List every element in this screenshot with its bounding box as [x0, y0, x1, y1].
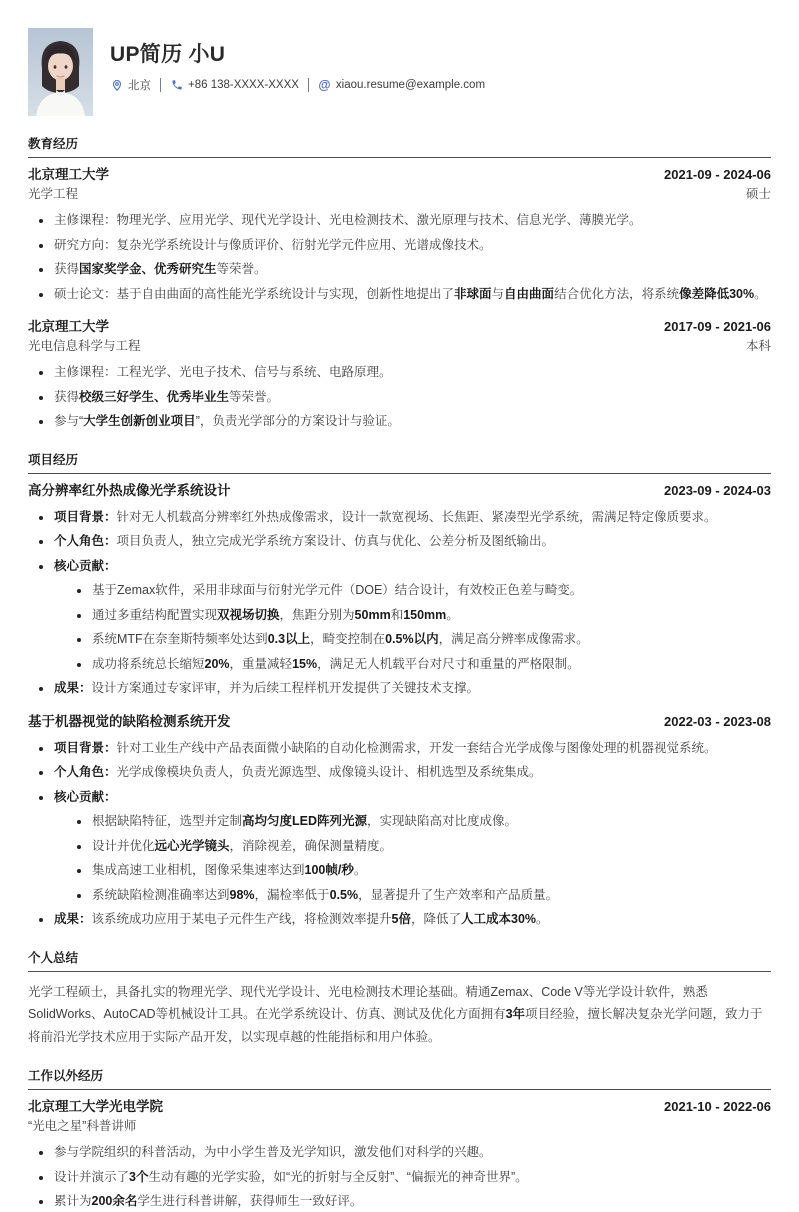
contact-email-text: xiaou.resume@example.com — [335, 79, 486, 91]
section-title-summary: 个人总结 — [28, 948, 771, 972]
bullet-item: 核心贡献： 基于Zemax软件，采用非球面与衍射光学元件（DOE）结合设计，有效校正色差与畸变。 通过多重结构配置实现双视场切换，焦距分别为50mm和150mm。 系统MTF在奈奎斯特频率处达到0.3以上，畸变控制在0.5%以内，满足高分辨率成像需求。 成功将系统总长缩短20%，重量减轻15%，满足无人机载平台对尺寸和重量的严格限制。 — [28, 557, 771, 675]
school-name: 北京理工大学 — [28, 319, 109, 334]
bullet-item: 主修课程：物理光学、应用光学、现代光学设计、光电检测技术、激光原理与技术、信息光学、薄膜光学。 — [28, 211, 771, 231]
bullet-item: 累计为200余名学生进行科普讲解，获得师生一致好评。 — [28, 1192, 771, 1212]
entry-subrow — [28, 338, 771, 355]
entry-date: 2022-03 - 2023-08 — [664, 713, 771, 729]
extra-entries — [28, 1090, 771, 1212]
sub-bullet-list — [54, 581, 771, 674]
section-title-projects: 项目经历 — [28, 450, 771, 474]
contact-divider — [308, 78, 309, 92]
bullet-item: 主修课程：工程光学、光电子技术、信号与系统、电路原理。 — [28, 363, 771, 383]
bullet-item: 成果：该系统成功应用于某电子元件生产线，将检测效率提升5倍，降低了人工成本30%。 — [28, 910, 771, 930]
sub-bullet-item: 系统MTF在奈奎斯特频率处达到0.3以上，畸变控制在0.5%以内，满足高分辨率成像需求。 — [66, 630, 771, 650]
resume-header — [28, 28, 771, 116]
bullet-item: 参与学院组织的科普活动，为中小学生普及光学知识，激发他们对科学的兴趣。 — [28, 1143, 771, 1163]
entry — [28, 165, 771, 304]
contact-email — [318, 79, 485, 92]
sub-bullet-item: 基于Zemax软件，采用非球面与衍射光学元件（DOE）结合设计，有效校正色差与畸变。 — [66, 581, 771, 601]
profile-photo — [28, 28, 93, 116]
sub-bullet-item: 成功将系统总长缩短20%，重量减轻15%，满足无人机载平台对尺寸和重量的严格限制。 — [66, 655, 771, 675]
entry-date: 2021-10 - 2022-06 — [664, 1099, 771, 1114]
bullet-list — [28, 739, 771, 930]
entry-subtitle: 光电信息科学与工程 — [28, 339, 141, 353]
entry — [28, 317, 771, 432]
entry-subtitle-right: 本科 — [745, 339, 771, 353]
sub-bullet-item: 集成高速工业相机，图像采集速率达到100帧/秒。 — [66, 861, 771, 881]
contact-divider — [160, 78, 161, 92]
candidate-name: UP简历 小U — [110, 43, 226, 66]
entry-header — [28, 712, 771, 731]
summary-body — [28, 972, 771, 1049]
bullet-item: 个人角色：光学成像模块负责人，负责光源选型、成像镜头设计、相机选型及系统集成。 — [28, 763, 771, 783]
project-entries — [28, 474, 771, 930]
entry — [28, 712, 771, 930]
bullet-item: 硕士论文：基于自由曲面的高性能光学系统设计与实现，创新性地提出了非球面与自由曲面结合优化方法，将系统像差降低30%。 — [28, 285, 771, 305]
email-at-icon: @ — [318, 77, 331, 92]
entry — [28, 1097, 771, 1212]
section-title-education: 教育经历 — [28, 134, 771, 158]
project-name: 高分辨率红外热成像光学系统设计 — [28, 482, 231, 498]
bullet-list — [28, 1143, 771, 1212]
bullet-list — [28, 363, 771, 432]
section-projects — [28, 450, 771, 930]
bullet-item: 获得校级三好学生、优秀毕业生等荣誉。 — [28, 388, 771, 408]
entry-subrow — [28, 1118, 771, 1135]
entry-subtitle: “光电之星”科普讲师 — [28, 1119, 137, 1133]
sub-bullet-item: 设计并优化远心光学镜头，消除视差，确保测量精度。 — [66, 837, 771, 857]
entry-date: 2017-09 - 2021-06 — [664, 319, 771, 334]
entry-header — [28, 165, 771, 184]
entry-header — [28, 481, 771, 500]
contact-row — [110, 77, 485, 93]
sub-bullet-item: 根据缺陷特征，选型并定制高均匀度LED阵列光源，实现缺陷高对比度成像。 — [66, 812, 771, 832]
section-education — [28, 134, 771, 432]
resume-page — [0, 28, 799, 1208]
sub-bullet-item: 通过多重结构配置实现双视场切换，焦距分别为50mm和150mm。 — [66, 606, 771, 626]
bullet-item: 个人角色：项目负责人，独立完成光学系统方案设计、仿真与优化、公差分析及图纸输出。 — [28, 532, 771, 552]
bullet-item: 设计并演示了3个生动有趣的光学实验，如“光的折射与全反射”、“偏振光的神奇世界”。 — [28, 1168, 771, 1188]
entry-date: 2023-09 - 2024-03 — [664, 482, 771, 498]
contact-location-text: 北京 — [128, 80, 151, 92]
summary-text: 光学工程硕士，具备扎实的物理光学、现代光学设计、光电检测技术理论基础。精通Zemax、Code V等光学设计软件，熟悉SolidWorks、AutoCAD等机械设计工具。在光学系统设计、仿真、测试及优化方面拥有3年项目经验，擅长解决复杂光学问题，致力于将前沿光学技术应用于实际产品开发，以实现卓越的性能指标和用户体验。 — [28, 984, 763, 1044]
entry-subtitle: 光学工程 — [28, 187, 79, 201]
bullet-item: 研究方向：复杂光学系统设计与像质评价、衍射光学元件应用、光谱成像技术。 — [28, 236, 771, 256]
organization-name: 北京理工大学光电学院 — [28, 1099, 163, 1114]
bullet-item: 核心贡献： 根据缺陷特征，选型并定制高均匀度LED阵列光源，实现缺陷高对比度成像。 设计并优化远心光学镜头，消除视差，确保测量精度。 集成高速工业相机，图像采集速率达到100帧/秒。 系统缺陷检测准确率达到98%，漏检率低于0.5%，显著提升了生产效率和产品质量。 — [28, 788, 771, 906]
contact-location — [110, 77, 151, 93]
header-info — [110, 28, 485, 93]
bullet-list — [28, 508, 771, 699]
bullet-item: 参与“大学生创新创业项目”，负责光学部分的方案设计与验证。 — [28, 412, 771, 432]
entry-subtitle-right: 硕士 — [745, 187, 771, 201]
sub-bullet-item: 系统缺陷检测准确率达到98%，漏检率低于0.5%，显著提升了生产效率和产品质量。 — [66, 886, 771, 906]
school-name: 北京理工大学 — [28, 167, 109, 182]
bullet-item: 获得国家奖学金、优秀研究生等荣誉。 — [28, 260, 771, 280]
project-name: 基于机器视觉的缺陷检测系统开发 — [28, 713, 231, 729]
bullet-item: 项目背景：针对无人机载高分辨率红外热成像需求，设计一款宽视场、长焦距、紧凑型光学系统，需满足特定像质要求。 — [28, 508, 771, 528]
bullet-item: 项目背景：针对工业生产线中产品表面微小缺陷的自动化检测需求，开发一套结合光学成像与图像处理的机器视觉系统。 — [28, 739, 771, 759]
education-entries — [28, 158, 771, 432]
contact-phone — [170, 79, 299, 92]
phone-icon — [170, 79, 183, 92]
entry-subrow — [28, 186, 771, 203]
bullet-list — [28, 211, 771, 304]
sub-bullet-list — [54, 812, 771, 905]
bullet-item: 成果：设计方案通过专家评审，并为后续工程样机开发提供了关键技术支撑。 — [28, 679, 771, 699]
section-summary — [28, 948, 771, 1049]
section-extra — [28, 1066, 771, 1212]
section-title-extra: 工作以外经历 — [28, 1066, 771, 1090]
entry-header — [28, 317, 771, 336]
entry-header — [28, 1097, 771, 1116]
profile-photo-illustration — [28, 28, 93, 116]
location-pin-icon — [110, 79, 123, 92]
entry — [28, 481, 771, 699]
contact-phone-text: +86 138-XXXX-XXXX — [188, 79, 299, 91]
entry-date: 2021-09 - 2024-06 — [664, 167, 771, 182]
